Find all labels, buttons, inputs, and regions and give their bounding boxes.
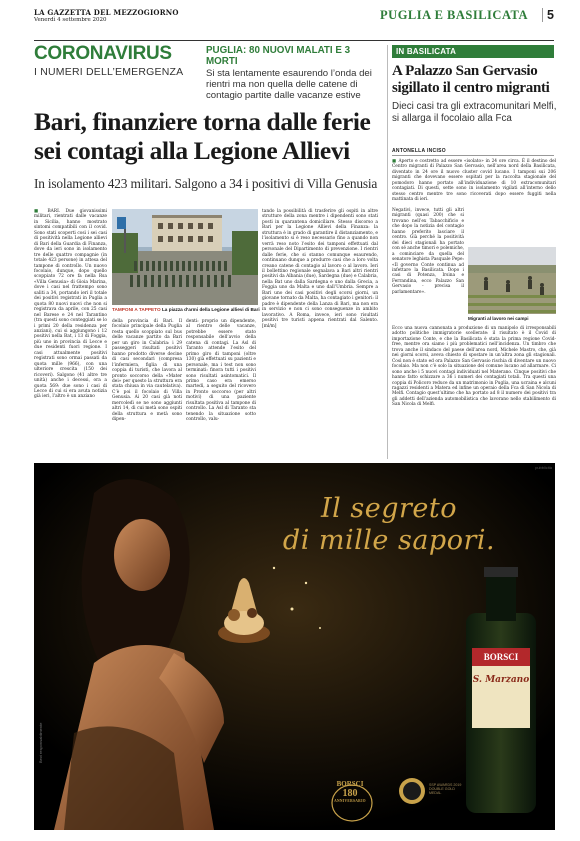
kicker-title: CORONAVIRUS [34, 43, 172, 64]
ad-tagline-line-2: di mille sapori. [282, 525, 496, 556]
field-photo-image [468, 247, 556, 314]
side-article-text-top [392, 159, 556, 203]
ad-code: pubblicità [535, 465, 552, 470]
ad-brand-name: BORSCI [336, 780, 364, 788]
article-photo [112, 209, 258, 305]
article-column-4: tando la possibilità di trasferire gli ospiti in altre strutture della zona mentre i dipendenti sono stati posti in quarantena domiciliare. Stesso discorso a Bari per la Legione Allievi della Finanza: la struttura è in grado di garantire il distanziamento, e l’isolamento si è reso necessario fino a quando non verrà reso noto l’esito dei tamponi effettuati dal personale del Dipartimento di prevenzione. I rientri dalle ferie, che si stanno comunque esaurendo, continuano dunque a produrre casi che a loro volta creano catene di contagio al lavoro o al lavoro. Ieri il bollettino regionale segnalava a Bari altri rientri positivi da Albania (due), Sardegna (due) e Calabria, nella Bat uno dalla Sardegna e uno dalla Grecia, a Foggia uno da Malta e uno dall’Umbria. Sempre a Bari uno dei casi positivi degli scorsi giorni, un giovane tornato da Malta, ha contagiato i genitori: il padre è dipendente della Lanza di Bari, ma non era in servizio e non ci sono conseguenze in ambito lavorativo. A Roma, invece, ieri sono risultati positivi tre turisti appena rientrati dal Salento. [ml/m] [262, 209, 378, 329]
region-bar: IN BASILICATA [392, 45, 554, 58]
issue-date: Venerdì 4 settembre 2020 [34, 17, 107, 23]
side-headline-title: PUGLIA: 80 NUOVI MALATI E 3 MORTI [206, 45, 351, 67]
main-subheadline: In isolamento 423 militari. Salgono a 34 i positivi di Villa Genusia [34, 176, 378, 191]
article-column-3: denti: proprio un dipendente, al rientro delle vacanze, potrebbe essere stato responsabile dell’avvio della catena di contagi. La Asl di Taranto attende l’esito del primo giro di tamponi (oltre 130) già effettuati su pazienti e personale, ma i test non sono terminati: finora tutti i positivi sono risultati asintomatici. Il primo caso era emerso martedì, a seguito del ricovero in Pronto soccorso (per altri motivi) di una paziente risultata positiva al tampone di controllo. La Asl di Taranto sta tenendo la situazione sotto controllo, valu- [186, 319, 256, 423]
masthead [34, 8, 554, 38]
migrants-photo [468, 247, 556, 314]
article-text-1: BARI. Due giovanissimi militari, rientrati dalle vacanze in Sicilia, hanno mostrato sintomi compatibili con il covid. Sono stati scoperti così i sei casi di positività nella Legione allievi di Bari della Guardia di Finanza, dove da ieri sono in isolamento tre delle quattro compagnie (in totale 423 persone) in attesa del tampone di controllo. Un nuovo focolaio, dunque, dopo quello scoppiato 72 ore fa nella Rsa «Villa Genusia» di Gioia Marina, dove i casi nel frattempo sono saliti a 34, portando ieri il totale dei positivi registrati in Puglia a quota 80 nuovi nuovi che non si registrava da aprile, con 25 casi nel Barese e 24 nel Tarantino (tra questi sono conteggiati se lo i primi 20 della residenza per anziani), cui si aggiungono i 12 positivi nella Bat, i 13 di Foggia, più uno in provincia di Lecce e due residenti fuori regione. I casi attualmente positivi registrati sono ormai passati da quota mille (966), con una ulteriore crescita (150 dei ricoveri). Salgono (41 altre tre unità) anche i decessi, ora a quota 569: due sono i casi di Lecce di cui si era avuta notizia già ieri, l’altro è un anziano [34, 209, 107, 400]
ad-tagline [254, 493, 524, 557]
kicker-subtitle: I NUMERI DELL’EMERGENZA [34, 66, 184, 78]
ad-side-credit: Bevi responsabilmente [38, 722, 43, 763]
main-headline: Bari, finanziere torna dalle ferie sei contagi alla Legione Allievi [34, 107, 371, 165]
parade-photo-image [112, 209, 258, 305]
ad-anniversary-number: 180 [342, 788, 358, 799]
article-column-1 [34, 209, 107, 400]
photo-caption-text: La piazza d’armi della Legione allievi di Bari [161, 307, 260, 312]
side-headline-text: Si sta lentamente esaurendo l’onda dei rientri ma non quella delle catene di contagio partite dalle vacanze estive [206, 68, 372, 102]
page-number: 5 [542, 8, 554, 22]
bottle-label-name: S. Marzano [472, 675, 530, 685]
side-article-title: A Palazzo San Gervasio sigillato il centro migranti [392, 63, 550, 96]
ad-anniversary-label: ANNIVERSARIO [334, 799, 366, 803]
side-article-rule [392, 155, 554, 156]
ad-brand-logo [320, 780, 380, 803]
column-divider [387, 45, 388, 459]
photo-caption-label: TAMPONI A TAPPETO [112, 307, 161, 312]
kicker [34, 44, 204, 78]
side-article-subtitle: Dieci casi tra gli extracomunitari Melfi, si allarga il focolaio alla Fca [392, 101, 557, 124]
bullet-icon: ■ [392, 159, 399, 164]
side-headline [206, 45, 376, 102]
ad-award-text: SSP AWARDS 2019 DOUBLE GOLD MEDAL [429, 783, 462, 796]
newspaper-name: LA GAZZETTA DEL MEZZOGIORNO [34, 8, 179, 17]
side-article-text-left: Negativi, invece, tutti gli altri migranti (quasi 200) che si trovano nell’ex Tabacchificio e che dopo la notizia del contagio hanno preferito lasciare il centro. Già perché la positività dei dieci stagionali ha portato con sé anche timori e polemiche, a cominciare da quella del senatore leghista Pasquale Pepe: «Il governo Conte continua ad infettare la Basilicata. Dopo i casi di Potenza, Irsina e Ferrandina, ecco Palazzo San Gervasio - precisa il parlamentare». [392, 208, 464, 295]
side-article-author: ANTONELLA INCISO [392, 148, 446, 154]
masthead-rule [34, 40, 554, 41]
bottle-label-brand: BORSCI [483, 652, 519, 662]
article-photo-caption [112, 307, 262, 313]
migrants-photo-caption: Migranti al lavoro nei campi [468, 316, 529, 321]
section-title: PUGLIA E BASILICATA [380, 8, 528, 22]
advertisement [34, 463, 555, 830]
side-article-text-top-content: Aperto e costretto ad essere «isolato» in 24 ore circa. È il destino del Centro migranti di Palazzo San Gervasio, nell’area nord della Basilicata, diventato in 24 ore il nuovo cluster covid lucano. I tamponi sui 206 migranti che dovevano essere ospitati per la raccolta stagionale del pomodoro hanno portato all’individuazione di 10 extracomunitari contagiati. Di questi, sette sono in isolamento vigilati all’interno dello stesso centro mentre tre sono ricoverati dopo essere fuggiti nella mattinata di ieri. [392, 159, 556, 203]
side-article-text-bottom: Ecco una nuova cannonata a produzione di un manipolo di irresponsabili adotto politiche immigratorie scellerate: il risultato è il Covid di importazione Conte, e che la Basilicata è stata la prima regione Covid-free, mentre ora siamo i più problematici nell’incidenza. Un timbro che trova anche il sindaco del paese dell’area nord, Michele Mastro, che, già nei giorni scorsi, aveva chiesto di spostare in un’altra zona gli stagionali. Così non è stato ed ora Palazzo San Gervasio rischia di diventare un nuovo focolaio. Ma non c’è solo la situazione del comune lucano ad allarmare. Ci sono anche i 5 nuovi contagi individuati nel Materano. Cinque positivi che hanno fatto schizzare a 36 i numeri dei contagiati totali. Tra questi una coppia di Policoro reduce da un matrimonio in Puglia, una ucraina e alcuni ragazzi residenti a Matera ed infine un operaio della Fca di San Nicola di Melfi. Contagio quest’ultimo che ha portato ad 8 il numero dei positivi tra gli addetti dell’azienda automobilistica che lavorano nello stabilimento di San Nicola di Melfi. [392, 326, 556, 408]
ad-tagline-line-1: Il segreto [321, 493, 457, 524]
bullet-icon: ■ [34, 209, 48, 214]
article-column-2: della provincia di Bari. Il focolaio principale della Puglia resta quello scoppiato sul bus delle vacanze partito da Bari per un giro in Calabria: i 29 passeggeri risultati positivi hanno prodotto diverse decine di casi secondari (compresa l’infermiera, figlia di una coppia di turisti, che lavora al pronto soccorso della «Mater dei» per questo la struttura era stata chiusa in via cautelativa). C’è poi il focolaio di Villa Genusia. Ai 20 casi già noti mercoledì se ne sono aggiunti altri 14, di cui metà sono ospiti della struttura e metà sono dipen- [112, 319, 182, 423]
